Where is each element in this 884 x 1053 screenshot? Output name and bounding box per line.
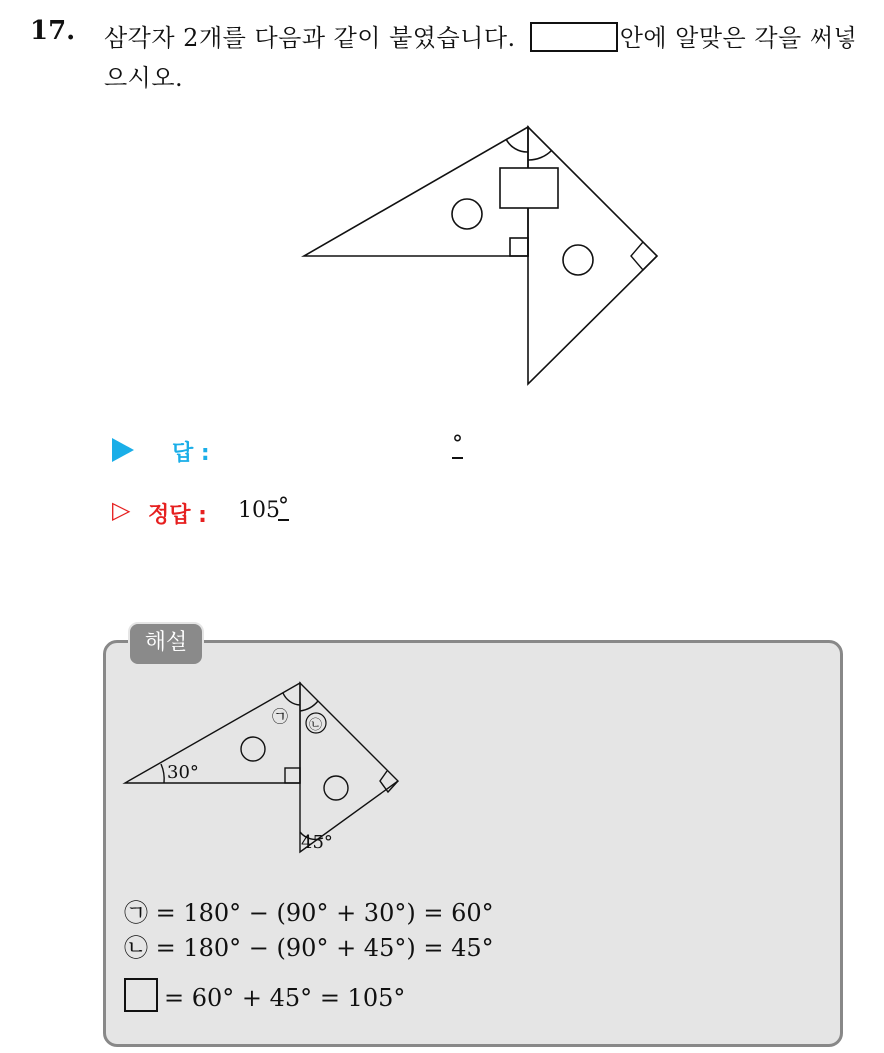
answer-unit: ° (452, 432, 463, 457)
question-text (104, 18, 874, 98)
solution-arc-b (300, 701, 318, 711)
solution-right-angle-mark-45 (380, 771, 398, 792)
answer-square-icon (124, 978, 158, 1012)
play-marker-icon (112, 438, 134, 462)
angle-arc-right (528, 150, 552, 160)
solution-hole-1 (241, 737, 265, 761)
correct-label: 정답 : (148, 503, 207, 528)
right-angle-mark (510, 238, 528, 256)
solution-figure (120, 675, 410, 865)
solution-line-1: ㉠ = 180° − (90° + 30°) = 60° (124, 899, 494, 927)
question-figure (290, 120, 670, 390)
correct-answer-row (112, 494, 512, 528)
solution-line-2: ㉡ = 180° − (90° + 45°) = 45° (124, 934, 494, 962)
hole-circle-2 (563, 245, 593, 275)
right-angle-mark-45 (631, 242, 657, 270)
solution-right-angle-mark (285, 768, 300, 783)
answer-blank-box (530, 22, 618, 52)
correct-value: 105 (238, 498, 280, 523)
solution-triangle-45 (300, 683, 398, 852)
solution-arc-30 (161, 764, 164, 783)
solution-triangle-30-60 (125, 683, 300, 783)
triangle-30-60 (304, 127, 528, 256)
question-text-part1: 삼각자 2개를 다음과 같이 붙였습니다. (104, 24, 516, 52)
angle-a-label: ㉠ (272, 707, 289, 726)
answer-label: 답 : (172, 441, 210, 466)
correct-marker-icon: ▷ (112, 496, 131, 524)
solution-arc-a (283, 693, 300, 705)
question-number: 17. (30, 16, 76, 46)
solution-line-3-row (124, 978, 405, 1012)
solution-tag: 해설 (128, 622, 204, 666)
correct-unit: ° (278, 494, 289, 519)
angle-b-label: ㉡ (309, 718, 323, 733)
question-text-part2: 안에 알맞은 각을 써넣으시오. (104, 24, 858, 92)
answer-row (112, 432, 512, 466)
angle-arc-left (506, 139, 528, 152)
hole-circle-1 (452, 199, 482, 229)
solution-line-3: = 60° + 45° = 105° (164, 984, 406, 1012)
solution-hole-2 (324, 776, 348, 800)
blank-box-in-figure (500, 168, 558, 208)
angle-45-label: 45° (301, 832, 333, 853)
angle-30-label: 30° (167, 762, 199, 783)
